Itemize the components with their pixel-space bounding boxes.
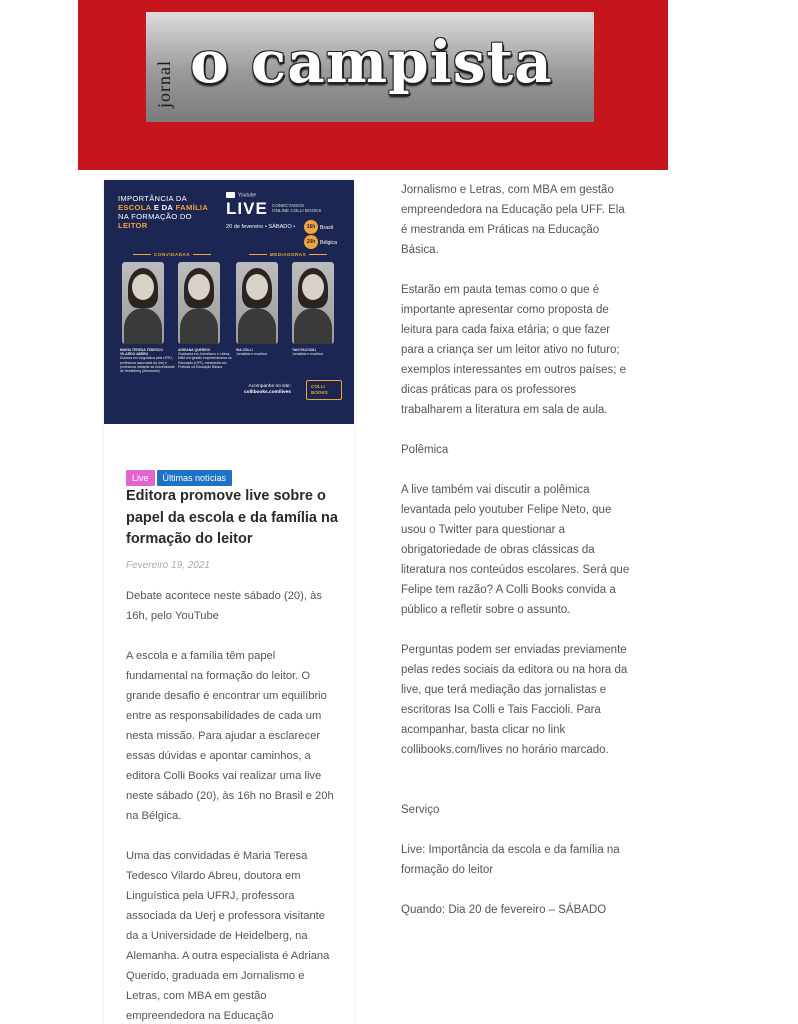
paragraph: Live: Importância da escola e da família na formação do leitor <box>401 844 620 876</box>
paragraph: Quando: Dia 20 de fevereiro – SÁBADO <box>401 904 607 916</box>
paragraph: A escola e a família têm papel fundamental na formação do leitor. O grande desafio é encontrar um equilíbrio entre as responsabilidades de cada um nesta missão. Para ajudar a esclarecer essas dúvidas e apontar caminhos, a editora Colli Books vai realizar uma live neste sábado (20), às 16h no Brasil e 20h na Bélgica. <box>126 650 334 822</box>
caption-person-4: TAIS FACCIOLI Jornalista e escritora <box>292 348 324 357</box>
colli-books-logo: COLLI BOOKS <box>306 380 342 400</box>
banner-live-block: Youtube LIVE CONECTADOS ONLINE COLLI BOOKS <box>226 192 346 219</box>
photo-guest-1 <box>122 262 164 344</box>
article-banner-image[interactable] <box>104 180 354 424</box>
banner-date: 20 de fevereiro • SÁBADO • <box>226 224 296 230</box>
article-body-left <box>126 586 338 1024</box>
paragraph: Jornalismo e Letras, com MBA em gestão empreendedora na Educação pela UFF. Ela é mestranda em Práticas na Educação Básica. <box>401 184 625 256</box>
banner-conectados: CONECTADOS ONLINE COLLI BOOKS <box>272 203 322 213</box>
youtube-icon <box>226 192 235 198</box>
newspaper-logo[interactable] <box>146 12 594 122</box>
banner-live-label: LIVE <box>226 199 268 219</box>
logo-brand-name: o campista <box>190 28 553 96</box>
photo-guest-2 <box>178 262 220 344</box>
photo-mediator-1 <box>236 262 278 344</box>
article-body-right <box>401 180 631 940</box>
paragraph: Uma das convidadas é Maria Teresa Tedesco Vilardo Abreu, doutora em Linguística pela UFRJ, professora associada da Uerj e professora visitante da a Universidade de Heidelberg, na Alemanha. A outra especialista é Adriana Querido, graduada em Jornalismo e Letras, com MBA em gestão empreendedora na Educação <box>126 850 330 1022</box>
badge-label-brasil: Brasil <box>320 225 333 231</box>
paragraph: A live também vai discutir a polêmica levantada pelo youtuber Felipe Neto, que usou o Twitter para questionar a obrigatoriedade de obras clássicas da literatura nos conteúdos escolares. Será que Felipe tem razão? A Colli Books convida a público a refletir sobre o assunto. <box>401 484 630 616</box>
caption-person-2: ADRIANA QUERIDO Graduada em Jornalismo e Letras, MBA em gestão empreendedora na Educação (UFF), mestranda em Práticas na Educação Básica <box>178 348 232 369</box>
masthead <box>78 0 668 170</box>
paragraph: Perguntas podem ser enviadas previamente pelas redes sociais da editora ou na hora da live, que terá mediação das jornalistas e escritoras Isa Colli e Tais Faccioli. Para acompanhar, basta clicar no link collibooks.com/lives no horário marcado. <box>401 644 628 756</box>
paragraph: Debate acontece neste sábado (20), às 16h, pelo YouTube <box>126 590 322 622</box>
article-card <box>104 180 354 1024</box>
tag-latest-news[interactable]: Últimas notícias <box>157 470 233 486</box>
subheading-servico: Serviço <box>401 804 440 816</box>
section-mediators: MEDIADORAS <box>232 252 344 260</box>
badge-time-brasil: 16h <box>304 220 318 234</box>
caption-person-1: MARIA TERESA TEDESCO VILARDO ABREU Doutora em Linguística pela UFRJ, professora associada da Uerj e professora visitante da Universidade de Heidelberg (Alemanha) <box>120 348 175 374</box>
photo-mediator-2 <box>292 262 334 344</box>
article-date: Fevereiro 19, 2021 <box>126 560 210 571</box>
badge-time-belgica: 20h <box>304 235 318 249</box>
section-guests: CONVIDADAS <box>118 252 226 260</box>
paragraph: Estarão em pauta temas como o que é importante apresentar como proposta de leitura para cada faixa etária; o que fazer para a criança ser um leitor ativo no futuro; exemplos interessantes em outros países; e dicas práticas para os professores trabalharem a literatura em sala de aula. <box>401 284 627 416</box>
caption-person-3: ISA COLLI Jornalista e escritora <box>236 348 268 357</box>
subheading-polemica: Polêmica <box>401 444 449 456</box>
logo-small-word: jornal <box>154 60 174 108</box>
banner-follow: Acompanhe no site: collibooks.com/lives <box>244 384 291 395</box>
tag-live[interactable]: Live <box>126 470 155 486</box>
article-headline[interactable]: Editora promove live sobre o papel da escola e da família na formação do leitor <box>126 488 338 547</box>
badge-label-belgica: Bélgica <box>320 240 338 246</box>
banner-title: IMPORTÂNCIA DA ESCOLA E DA FAMÍLIA NA FORMAÇÃO DO LEITOR <box>118 194 209 230</box>
category-tags <box>126 468 234 484</box>
